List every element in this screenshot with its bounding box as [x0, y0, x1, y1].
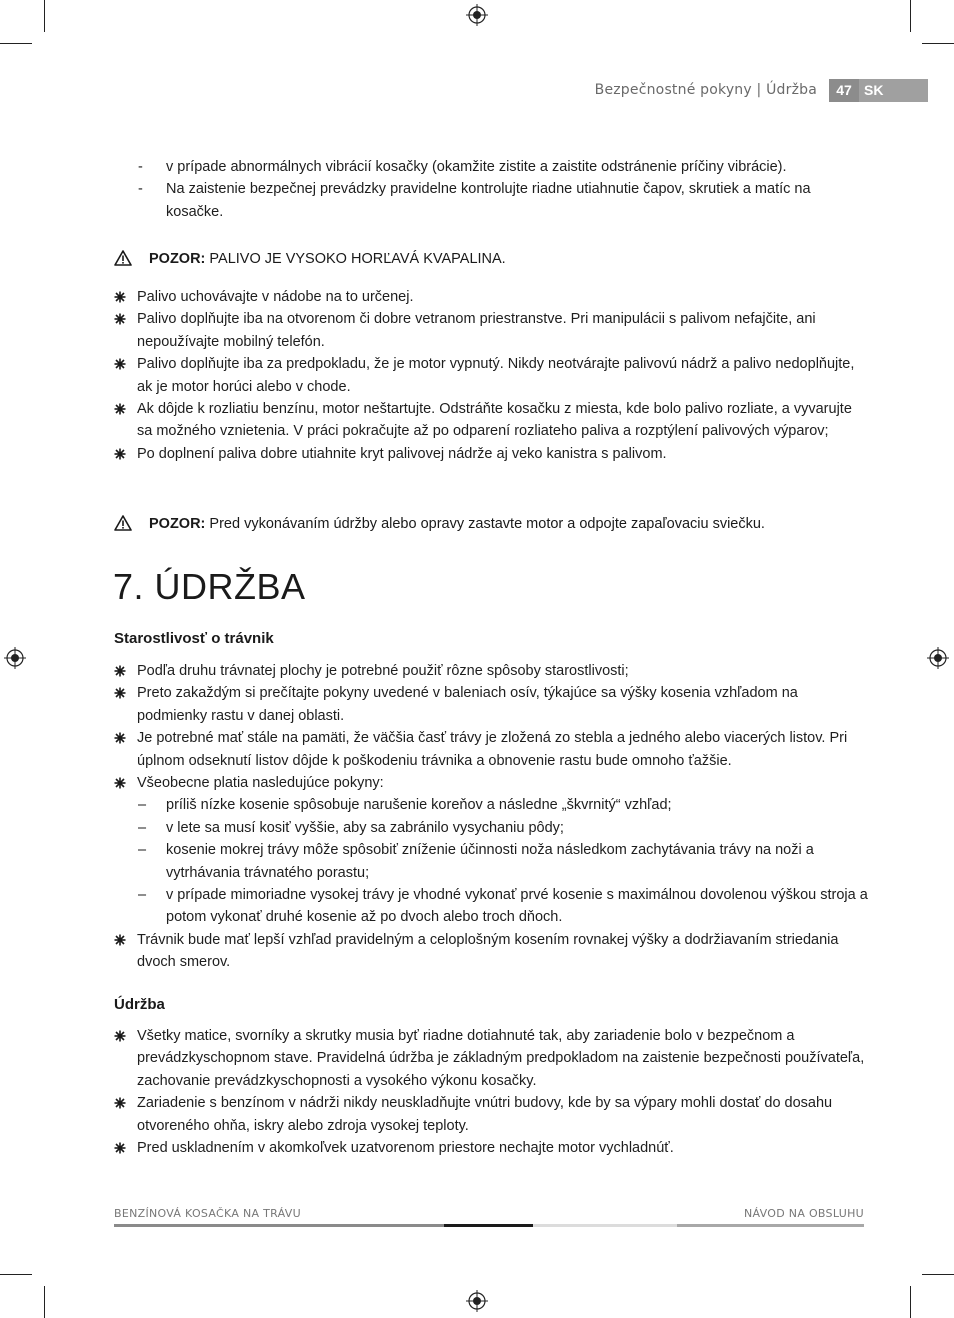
asterisk-bullet-icon: [114, 732, 126, 744]
footer-left: BENZÍNOVÁ KOSAČKA NA TRÁVU: [114, 1207, 301, 1220]
asterisk-bullet-icon: [114, 403, 126, 415]
section-title: Údržba: [114, 996, 165, 1013]
list-item-text: Palivo doplňujte iba na otvorenom či dobre vetranom priestranstve. Pri manipulácii s palivom nefajčite, ani nepoužívajte mobilný telefón.: [137, 311, 816, 350]
list-item-text: Všetky matice, svorníky a skrutky musia byť riadne dotiahnuté tak, aby zariadenie bolo v bezpečnom a prevádzkyschopnom stave. Pravidelná údržba je základným predpokladom na zaistenie bezpečnosti používateľa, zachovanie prevádzkyschopnosti a vysokého výkonu kosačky.: [137, 1028, 865, 1089]
dash-marker: –: [138, 797, 147, 814]
list-item-text: Na zaistenie bezpečnej prevádzky pravidelne kontrolujte riadne utiahnutie čapov, skrutiek a matíc na kosačke.: [166, 181, 811, 220]
crop-mark: [910, 0, 911, 32]
list-item-text: Je potrebné mať stále na pamäti, že väčšia časť trávy je zložená zo stebla a jedného alebo viacerých listov. Pri úplnom odseknutí listov dôjde k poškodeniu trávnika a obnovenie rastu bude omnoho ťažšie.: [137, 730, 848, 769]
asterisk-bullet-icon: [114, 358, 126, 370]
list-item: [114, 398, 870, 443]
list-item-text: v prípade mimoriadne vysokej trávy je vhodné vykonať prvé kosenie s maximálnou dovolenou výškou stroja a potom vykonať druhé kosenie až po dvoch alebo troch dňoch.: [166, 887, 868, 926]
list-item-text: Ak dôjde k rozliatiu benzínu, motor neštartujte. Odstráňte kosačku z miesta, kde bolo palivo rozliate, a vyvarujte sa možného vznietenia. V práci pokračujte až po odparení rozliateho paliva a rozptýlení palivových výparov;: [137, 401, 852, 440]
footer-right: NÁVOD NA OBSLUHU: [743, 1207, 864, 1220]
footer-bar-dark: [444, 1224, 533, 1227]
list-item: [114, 929, 870, 974]
list-item-text: Palivo doplňujte iba za predpokladu, že je motor vypnutý. Nikdy neotvárajte palivovú nádrž a palivo nedoplňujte, ak je motor horúci alebo v chode.: [137, 356, 855, 395]
crop-mark: [44, 1286, 45, 1318]
warning-triangle-icon: [114, 515, 132, 531]
list-item: [114, 682, 870, 727]
asterisk-bullet-icon: [114, 934, 126, 946]
intro-list: [114, 156, 870, 223]
list-item: [114, 443, 870, 465]
asterisk-bullet-icon: [114, 665, 126, 677]
warning-triangle-icon: [114, 250, 132, 266]
asterisk-bullet-icon: [114, 1142, 126, 1154]
sub-list-item: [114, 817, 870, 839]
crop-mark: [910, 1286, 911, 1318]
asterisk-bullet-icon: [114, 448, 126, 460]
list-item: [114, 1092, 870, 1137]
list-item-text: Palivo uchovávajte v nádobe na to určenej.: [137, 289, 414, 305]
footer-bar-light: [533, 1224, 677, 1227]
asterisk-bullet-icon: [114, 291, 126, 303]
registration-mark-icon: [927, 647, 949, 669]
fuel-list: [114, 286, 870, 465]
dash-marker: –: [138, 819, 147, 836]
asterisk-bullet-icon: [114, 687, 126, 699]
list-item: [114, 660, 870, 682]
lawn-care-list: [114, 660, 870, 974]
crop-mark: [922, 1274, 954, 1275]
list-item: [114, 1137, 870, 1159]
list-item-text: kosenie mokrej trávy môže spôsobiť zníženie účinnosti noža následkom zachytávania trávy na noži a vytrhávania trávnatého porastu;: [166, 842, 814, 881]
dash-marker: –: [138, 842, 147, 859]
list-item: [114, 178, 870, 223]
list-item-text: príliš nízke kosenie spôsobuje narušenie koreňov a následne „škvrnitý“ vzhľad;: [166, 797, 672, 814]
list-item-text: Všeobecne platia nasledujúce pokyny:: [137, 775, 384, 792]
list-item-text: Zariadenie s benzínom v nádrži nikdy neuskladňujte vnútri budovy, kde by sa výpary mohli dostať do dosahu otvoreného ohňa, iskry alebo zdroja vysokej teploty.: [137, 1095, 833, 1134]
list-item-text: Preto zakaždým si prečítajte pokyny uvedené v baleniach osív, týkajúce sa výšky kosenia vzhľadom na podmienky rastu v danej oblasti.: [137, 685, 798, 724]
list-item: [114, 772, 870, 794]
warning-text: Pred vykonávaním údržby alebo opravy zastavte motor a odpojte zapaľovaciu sviečku.: [209, 516, 765, 532]
footer-bar-mid: [677, 1224, 864, 1227]
dash-marker: –: [138, 887, 147, 904]
section-title: Starostlivosť o trávnik: [114, 630, 274, 647]
header-section-title: Bezpečnostné pokyny | Údržba: [594, 82, 817, 98]
list-item: [114, 353, 870, 398]
crop-mark: [0, 1274, 32, 1275]
asterisk-bullet-icon: [114, 1030, 126, 1042]
registration-mark-icon: [4, 647, 26, 669]
maintenance-list: [114, 1025, 870, 1159]
language-badge: SK: [859, 79, 928, 102]
registration-mark-icon: [466, 4, 488, 26]
list-item: [114, 1025, 870, 1092]
list-item: [114, 308, 870, 353]
list-item-text: v lete sa musí kosiť vyššie, aby sa zabránilo vysychaniu pôdy;: [166, 819, 564, 836]
warning-label: POZOR:: [149, 516, 206, 532]
list-item-text: Po doplnení paliva dobre utiahnite kryt palivovej nádrže aj veko kanistra s palivom.: [137, 445, 667, 462]
warning-label: POZOR:: [149, 251, 206, 267]
sub-list-item: [114, 884, 870, 929]
list-item: [114, 727, 870, 772]
page-number: 47: [829, 79, 859, 102]
footer-bar-mid: [114, 1224, 444, 1227]
warning-notice: [114, 248, 506, 270]
asterisk-bullet-icon: [114, 777, 126, 789]
list-item-text: Podľa druhu trávnatej plochy je potrebné použiť rôzne spôsoby starostlivosti;: [137, 663, 629, 679]
list-item: [114, 156, 870, 178]
crop-mark: [922, 43, 954, 44]
sub-list-item: [114, 839, 870, 884]
list-item: [114, 286, 870, 308]
dash-marker: -: [138, 159, 143, 175]
dash-marker: -: [138, 181, 143, 198]
asterisk-bullet-icon: [114, 313, 126, 325]
list-item-text: Pred uskladnením v akomkoľvek uzatvorenom priestore nechajte motor vychladnúť.: [137, 1140, 674, 1157]
crop-mark: [44, 0, 45, 32]
sub-list-item: [114, 794, 870, 816]
crop-mark: [0, 43, 32, 44]
list-item-text: v prípade abnormálnych vibrácií kosačky (okamžite zistite a zaistite odstránenie príčiny vibrácie).: [166, 159, 787, 175]
chapter-title: 7. ÚDRŽBA: [113, 566, 306, 607]
list-item-text: Trávnik bude mať lepší vzhľad pravidelným a celoplošným kosením rovnakej výšky a dodržiavaním striedania dvoch smerov.: [137, 931, 839, 971]
registration-mark-icon: [466, 1290, 488, 1312]
asterisk-bullet-icon: [114, 1097, 126, 1109]
warning-text: PALIVO JE VYSOKO HORĽAVÁ KVAPALINA.: [209, 251, 506, 267]
warning-notice: [114, 513, 765, 535]
